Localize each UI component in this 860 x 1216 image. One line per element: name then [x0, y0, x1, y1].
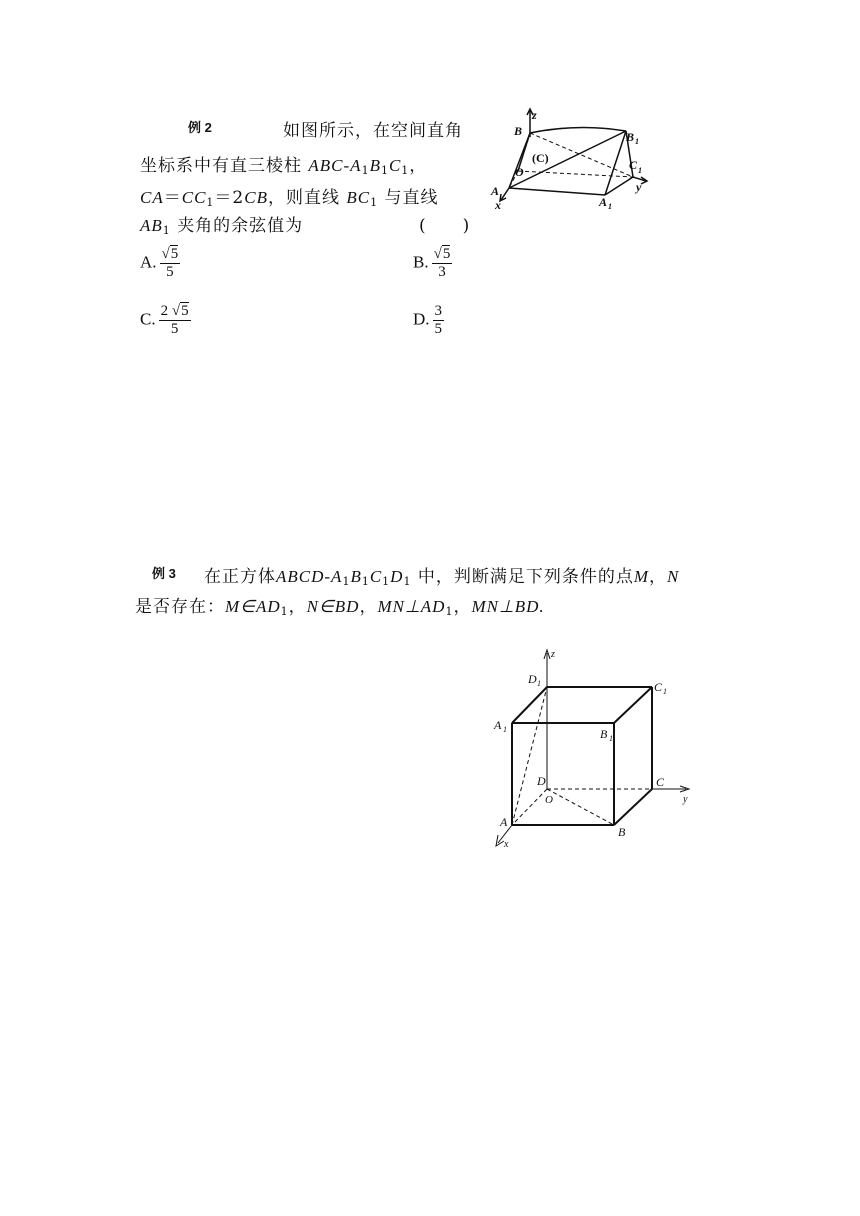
- label-b1: B: [600, 727, 608, 741]
- example2-line3: $CA=CC_1=2CB$，则直线 $BC_1$ 与直线: [140, 188, 439, 209]
- label-x: x: [504, 839, 509, 850]
- label-a: A: [500, 815, 508, 829]
- example2-line1: 如图所示，在空间直角: [283, 121, 463, 141]
- edge-a-a1: [509, 188, 605, 195]
- label-a1-sub: 1: [608, 202, 612, 211]
- edge-b1-c1: [614, 687, 652, 723]
- dashed-o-c1: [518, 171, 633, 177]
- edge-c1-a1: [605, 177, 633, 195]
- label-y: y: [636, 180, 642, 194]
- edge-b-b1: [530, 127, 626, 133]
- label-b: B: [514, 124, 523, 138]
- dashed-d-a: [512, 789, 547, 825]
- label-d1: D: [528, 672, 537, 686]
- example2-line2: 坐标系中有直三棱柱 ABC-$A_1B_1C_1$，: [140, 156, 428, 177]
- option-c: C. $\frac{2 √5}{5}$: [140, 303, 189, 337]
- label-z: z: [551, 649, 555, 660]
- example2-label: 例 2: [188, 120, 212, 135]
- label-o: O: [545, 794, 553, 806]
- label-b1: B: [626, 130, 635, 144]
- edge-d1-a1: [512, 687, 547, 723]
- label-a1: A: [494, 718, 502, 732]
- label-a: A: [491, 184, 500, 198]
- label-c-paren: (C): [532, 151, 549, 165]
- edge-b-c: [614, 789, 652, 825]
- answer-paren: ( ): [419, 216, 471, 236]
- label-c1: C: [629, 158, 638, 172]
- label-z: z: [532, 108, 537, 122]
- example3-line2: 是否存在：$M\in AD_1$，N∈BD，$MN\perp AD_1$，MN⊥BD.: [135, 597, 545, 618]
- label-d: D: [537, 774, 546, 788]
- option-b: B. $\frac{√5}{3}$: [413, 246, 451, 280]
- label-a1: A: [599, 195, 608, 209]
- label-b: B: [618, 825, 626, 839]
- dashed-d-b: [547, 789, 614, 825]
- example3-line1: 在正方体ABCD-$A_1B_1C_1D_1$ 中，判断满足下列条件的点M，N: [204, 567, 680, 588]
- label-b1-sub: 1: [609, 734, 613, 743]
- example2-line4: $AB_1$ 夹角的余弦值为: [140, 216, 304, 237]
- option-d: D. $\frac{3}{5}$: [413, 303, 443, 337]
- diagonal-a-b1: [509, 131, 626, 188]
- cube-figure: [490, 645, 700, 855]
- label-c1-sub: 1: [638, 166, 642, 175]
- label-c1: C: [654, 680, 663, 694]
- prism-figure: [488, 105, 658, 215]
- label-b1-sub: 1: [635, 137, 639, 146]
- option-a: A. $\frac{√5}{5}$: [140, 246, 179, 280]
- label-c: C: [656, 775, 665, 789]
- edge-a1-b1: [605, 131, 626, 195]
- label-x: x: [495, 198, 501, 212]
- label-c1-sub: 1: [663, 687, 667, 696]
- label-a1-sub: 1: [503, 725, 507, 734]
- dashed-a-d1: [512, 687, 547, 825]
- label-d1-sub: 1: [537, 679, 541, 688]
- label-y: y: [683, 794, 688, 805]
- example3-label: 例 3: [152, 566, 176, 581]
- label-o: O: [515, 165, 524, 179]
